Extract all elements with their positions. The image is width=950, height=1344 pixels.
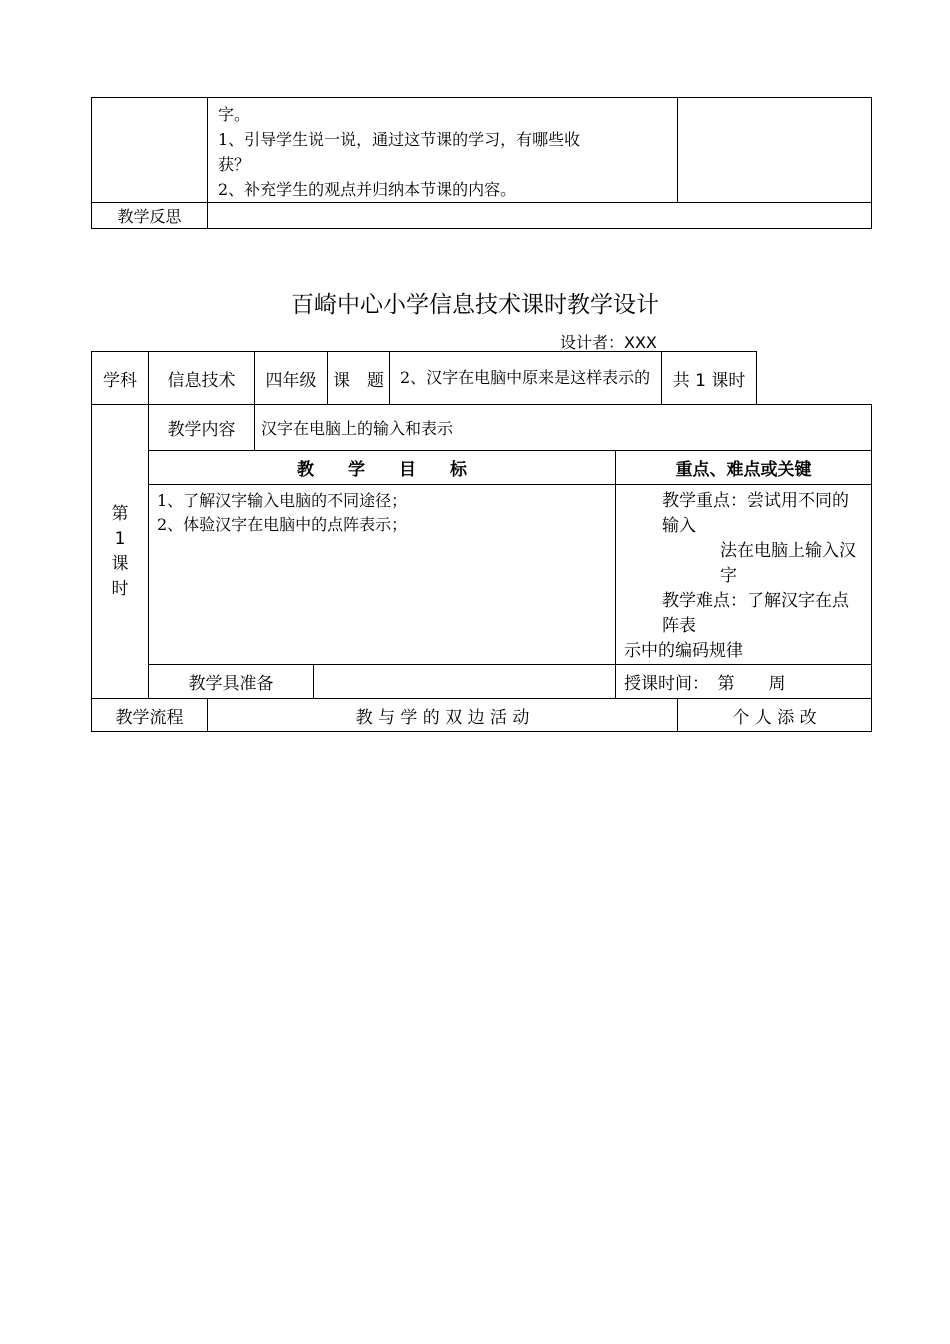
topic-value: 2、汉字在电脑中原来是这样表示的 (390, 352, 662, 405)
subject-label: 学科 (92, 352, 149, 405)
keypoint-line-3: 教学难点：了解汉字在点阵表 (662, 591, 849, 636)
previous-page-table (91, 97, 872, 229)
prev-line-2: 1、引导学生说一说，通过这节课的学习，有哪些收 (218, 130, 581, 149)
designer-label: 设计者：XXX (560, 333, 657, 352)
prev-line-4: 2、补充学生的观点并归纳本节课的内容。 (218, 180, 517, 199)
goal-item-2: 2、体验汉字在电脑中的点阵表示； (157, 515, 408, 534)
goal-item-1: 1、了解汉字输入电脑的不同途径； (157, 491, 408, 510)
prev-line-1: 字。 (218, 105, 251, 124)
lesson-char-2: 1 (114, 528, 126, 549)
goals-header: 教 学 目 标 (149, 451, 616, 485)
keypoints-header: 重点、难点或关键 (616, 451, 872, 485)
subject-value: 信息技术 (149, 352, 255, 405)
hours-value: 共 1 课时 (662, 352, 757, 405)
keypoint-line-1: 教学重点：尝试用不同的输入 (662, 491, 849, 536)
prev-content-cell (208, 98, 678, 203)
lesson-plan-table (91, 351, 872, 732)
goals-content (149, 485, 616, 665)
reflection-value (208, 203, 872, 229)
prev-empty-cell (92, 98, 208, 203)
tools-label: 教学具准备 (149, 665, 314, 699)
prev-line-3: 获？ (218, 155, 251, 174)
keypoints-content (616, 485, 872, 665)
flow-label: 教学流程 (92, 699, 208, 732)
lesson-number-cell (92, 405, 149, 699)
lesson-char-1: 第 (111, 503, 129, 524)
time-label: 授课时间： 第 周 (616, 665, 872, 699)
personal-header: 个 人 添 改 (678, 699, 872, 732)
keypoint-line-2: 法在电脑上输入汉字 (720, 541, 856, 586)
content-value: 汉字在电脑上的输入和表示 (255, 405, 872, 451)
tools-value (314, 665, 616, 699)
document-title: 百崎中心小学信息技术课时教学设计 (291, 292, 659, 318)
keypoint-line-4: 示中的编码规律 (624, 641, 743, 661)
content-label: 教学内容 (149, 405, 255, 451)
topic-label: 课 题 (328, 352, 390, 405)
lesson-char-4: 时 (111, 578, 129, 599)
lesson-char-3: 课 (111, 553, 129, 574)
prev-notes-cell (678, 98, 872, 203)
grade-value: 四年级 (255, 352, 328, 405)
reflection-label: 教学反思 (92, 203, 208, 229)
activity-header: 教 与 学 的 双 边 活 动 (208, 699, 678, 732)
